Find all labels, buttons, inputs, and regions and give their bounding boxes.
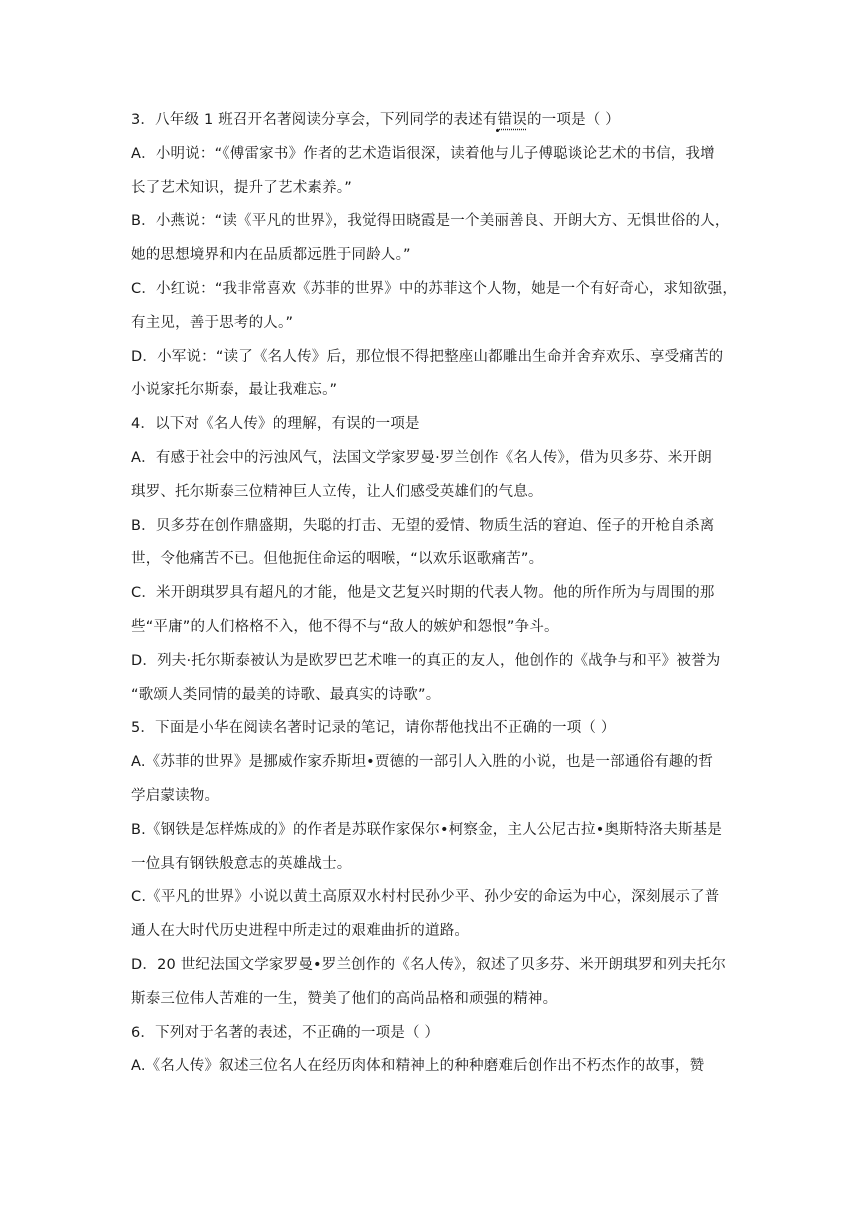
question-5-option-c-line-2: 通人在大时代历史进程中所走过的艰难曲折的道路。	[131, 923, 470, 940]
question-3-option-d-line-1: D．小军说：“读了《名人传》后，那位恨不得把整座山都雕出生命并舍弃欢乐、享受痛苦的	[131, 348, 724, 365]
question-4-option-a-line-2: 琪罗、托尔斯泰三位精神巨人立传，让人们感受英雄们的气息。	[131, 483, 543, 500]
question-4-option-b-line-2: 世，令他痛苦不已。但他扼住命运的咽喉，“以欢乐讴歌痛苦”。	[131, 551, 544, 568]
question-3-stem	[131, 104, 731, 138]
question-5-option-d-line-1: D．20 世纪法国文学家罗曼•罗兰创作的《名人传》，叙述了贝多芬、米开朗琪罗和列夫托尔	[131, 956, 727, 973]
question-4-option-c-line-1: C．米开朗琪罗具有超凡的才能，他是文艺复兴时期的代表人物。他的所作所为与周围的那	[131, 585, 715, 602]
question-3-stem-pre: 3．八年级 1 班召开名著阅读分享会，下列同学的表述有	[131, 112, 498, 128]
question-3-option-c-line-2: 有主见，善于思考的人。”	[131, 314, 294, 331]
question-3-option-d-line-2: 小说家托尔斯泰，最让我难忘。”	[131, 382, 338, 399]
question-4-option-d-line-2: “歌颂人类同情的最美的诗歌、最真实的诗歌”。	[131, 686, 441, 703]
question-3-option-a-line-2: 长了艺术知识，提升了艺术素养。”	[131, 179, 352, 196]
question-3-option-b-line-1: B．小燕说：“读《平凡的世界》，我觉得田晓霞是一个美丽善良、开朗大方、无惧世俗的人，	[131, 213, 730, 230]
question-3-option-a-line-1: A．小明说：“《傅雷家书》作者的艺术造诣很深，读着他与儿子傅聪谈论艺术的书信，我增	[131, 145, 715, 162]
question-3-stem-post: 的一项是（ ）	[526, 112, 620, 128]
question-6-stem: 6．下列对于名著的表述，不正确的一项是（ ）	[131, 1024, 440, 1041]
question-4-option-a-line-1: A．有感于社会中的污浊风气，法国文学家罗曼·罗兰创作《名人传》，借为贝多芬、米开朗	[131, 449, 712, 466]
question-5-option-b-line-1: B.《钢铁是怎样炼成的》的作者是苏联作家保尔•柯察金，主人公尼古拉•奥斯特洛夫斯基是	[131, 821, 723, 838]
question-list	[131, 104, 738, 1084]
question-5-stem: 5．下面是小华在阅读名著时记录的笔记，请你帮他找出不正确的一项（ ）	[131, 720, 616, 737]
question-5-option-c-line-1: C.《平凡的世界》小说以黄土高原双水村村民孙少平、孙少安的命运为中心，深刻展示了普	[131, 889, 720, 906]
question-3-option-b-line-2: 她的思想境界和内在品质都远胜于同龄人。”	[131, 247, 411, 264]
question-6-option-a-line-1: A.《名人传》叙述三位名人在经历肉体和精神上的种种磨难后创作出不朽杰作的故事，赞	[131, 1058, 705, 1075]
question-3-stem-emph: 错误	[497, 112, 527, 128]
question-5-option-a-line-2: 学启蒙读物。	[131, 787, 220, 804]
question-5-option-a-line-1: A.《苏菲的世界》是挪威作家乔斯坦•贾德的一部引人入胜的小说，也是一部通俗有趣的哲	[131, 754, 714, 771]
question-4-option-d-line-1: D．列夫·托尔斯泰被认为是欧罗巴艺术唯一的真正的友人，他创作的《战争与和平》被誉为	[131, 652, 721, 669]
question-4-option-b-line-1: B．贝多芬在创作鼎盛期，失聪的打击、无望的爱情、物质生活的窘迫、侄子的开枪自杀离	[131, 517, 715, 534]
question-4-option-c-line-2: 些“平庸”的人们格格不入，他不得不与“敌人的嫉妒和怨恨”争斗。	[131, 618, 559, 635]
question-5-option-b-line-2: 一位具有钢铁般意志的英雄战士。	[131, 855, 352, 872]
question-5-option-d-line-2: 斯泰三位伟人苦难的一生，赞美了他们的高尚品格和顽强的精神。	[131, 990, 558, 1007]
question-4-stem: 4．以下对《名人传》的理解，有误的一项是	[131, 416, 420, 433]
question-3-option-c-line-1: C．小红说：“我非常喜欢《苏菲的世界》中的苏菲这个人物，她是一个有好奇心，求知欲强，	[131, 280, 738, 297]
